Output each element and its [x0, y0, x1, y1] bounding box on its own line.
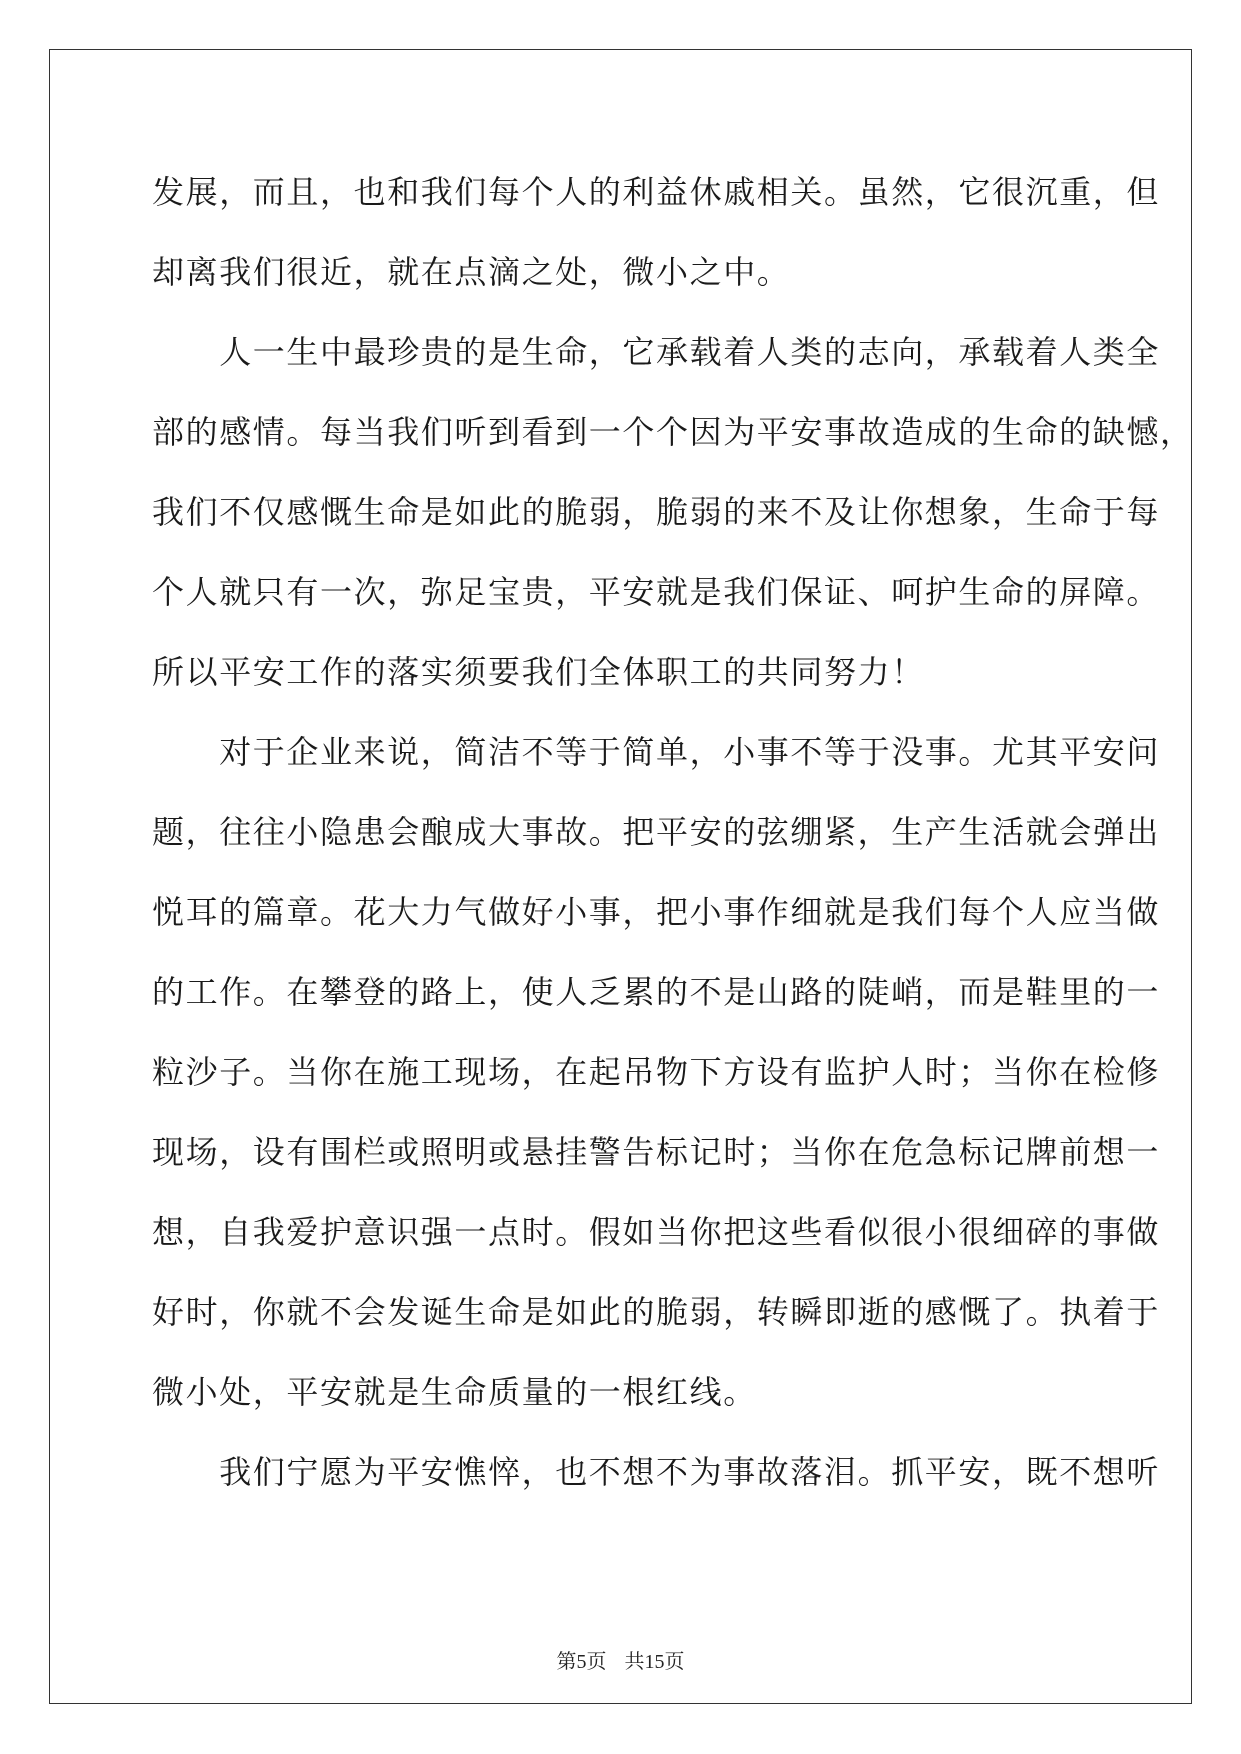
- body-text-line: 却离我们很近，就在点滴之处，微小之中。: [152, 253, 791, 291]
- body-text-line: 悦耳的篇章。花大力气做好小事，把小事作细就是我们每个人应当做: [152, 893, 1161, 931]
- body-text-line: 对于企业来说，简洁不等于简单，小事不等于没事。尤其平安问: [152, 733, 1161, 771]
- body-text-line: 好时，你就不会发诞生命是如此的脆弱，转瞬即逝的感慨了。执着于: [152, 1293, 1161, 1331]
- body-text-line: 微小处，平安就是生命质量的一根红线。: [152, 1373, 757, 1411]
- body-text-line: 题，往往小隐患会酿成大事故。把平安的弦绷紧，生产生活就会弹出: [152, 813, 1161, 851]
- body-text-line: 人一生中最珍贵的是生命，它承载着人类的志向，承载着人类全: [152, 333, 1161, 371]
- body-text-line: 我们宁愿为平安憔悴，也不想不为事故落泪。抓平安，既不想听: [152, 1453, 1161, 1491]
- body-text-line: 粒沙子。当你在施工现场，在起吊物下方设有监护人时；当你在检修: [152, 1053, 1161, 1091]
- body-text-line: 部的感情。每当我们听到看到一个个因为平安事故造成的生命的缺憾，: [152, 413, 1194, 451]
- body-text-line: 所以平安工作的落实须要我们全体职工的共同努力！: [152, 653, 925, 691]
- page-footer: [0, 1645, 1241, 1674]
- body-text-line: 现场，设有围栏或照明或悬挂警告标记时；当你在危急标记牌前想一: [152, 1133, 1161, 1171]
- page-number: 第5页: [556, 1651, 607, 1673]
- body-text-line: 个人就只有一次，弥足宝贵，平安就是我们保证、呵护生命的屏障。: [152, 573, 1161, 611]
- body-text-line: 的工作。在攀登的路上，使人乏累的不是山路的陡峭，而是鞋里的一: [152, 973, 1161, 1011]
- total-pages: 共15页: [624, 1651, 685, 1673]
- body-text-line: 想，自我爱护意识强一点时。假如当你把这些看似很小很细碎的事做: [152, 1213, 1161, 1251]
- body-text-line: 发展，而且，也和我们每个人的利益休戚相关。虽然，它很沉重，但: [152, 173, 1161, 211]
- body-text-line: 我们不仅感慨生命是如此的脆弱，脆弱的来不及让你想象，生命于每: [152, 493, 1161, 531]
